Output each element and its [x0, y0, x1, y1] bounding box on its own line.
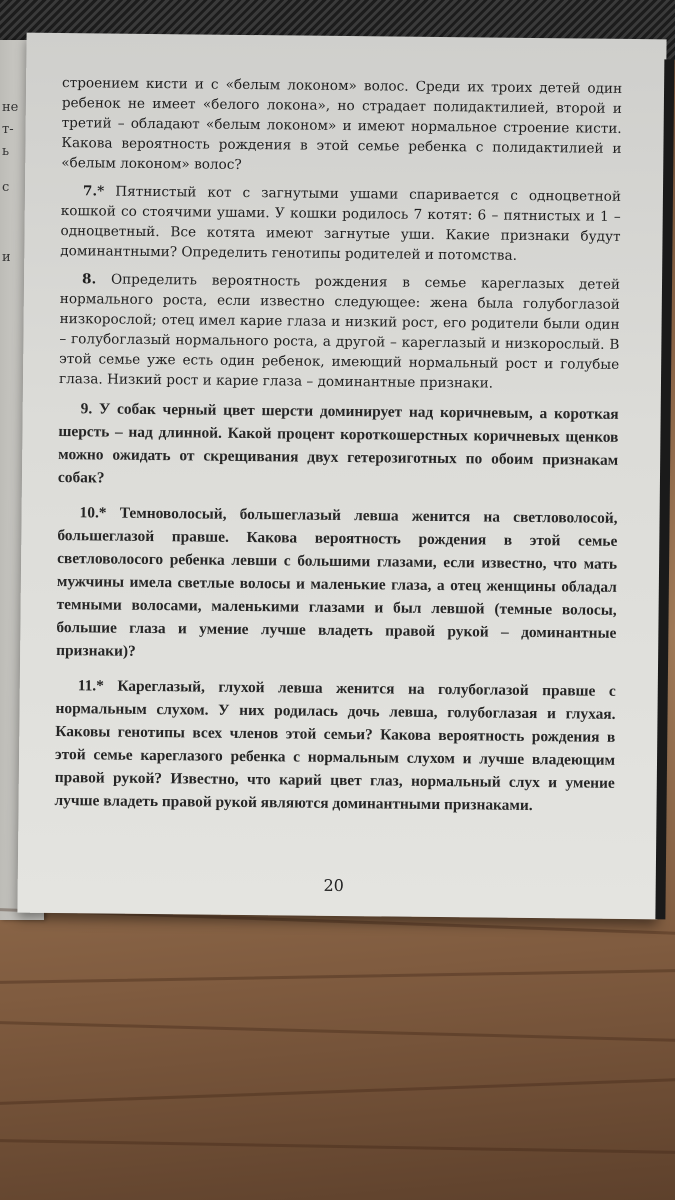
paragraph-continued	[61, 73, 622, 179]
problem-number: 11.*	[77, 677, 104, 695]
paragraph-text: Пятнистый кот с загнутыми ушами спаривается с одноцветной кошкой со стоячими ушами. У кошки родилось 7 котят: 6 – пятнистых и 1 – одноцветный. Все котята имеют загнутые уши. Какие признаки будут доминантными? Определить генотипы родителей и потомства.	[60, 183, 622, 264]
problem-10	[56, 501, 618, 668]
problem-number: 10.*	[79, 504, 107, 522]
left-fragment: ь	[2, 144, 10, 159]
paragraph-text: Кареглазый, глухой левша женится на голубоглазой правше с нормальным слухом. У них родилась дочь левша, голубоглазая и глухая. Каковы генотипы всех членов этой семьи? Какова вероятность рождения в этой семье кареглазого ребенка с нормальным слухом и лучше владеющим правой рукой? Известно, что карий цвет глаз, нормальный слух и умение лучше владеть правой рукой являются доминантными признаками.	[54, 677, 616, 815]
paragraph-text: Темноволосый, большеглазый левша женится на светловолосой, большеглазой правше. Какова вероятность рождения в этой семье светловолосого ребенка левши с большими глазами, если известно, что мать мужчины имела светлые волосы и маленькие глаза, а отец женщины обладал темными волосами, маленькими глазами и был левшой (темные волосы, большие глаза и умение лучше владеть правой рукой – доминантные признаки)?	[56, 504, 618, 660]
page-edge-shadow	[655, 59, 674, 919]
left-fragment: с	[2, 180, 10, 195]
problem-number: 8.	[81, 271, 97, 288]
problem-11	[54, 674, 615, 818]
left-fragment: и	[2, 250, 11, 265]
left-fragment: не	[2, 100, 19, 115]
book-page	[17, 33, 666, 920]
paragraph-text: У собак черный цвет шерсти доминирует над коричневым, а короткая шерсть – над длинной. Какой процент короткошерстных коричневых щенков можно ожидать от скрещивания двух гетерозиготных по обоим признакам собак?	[57, 400, 619, 487]
problem-number: 7.*	[82, 183, 105, 200]
page-number: 20	[323, 875, 344, 896]
wooden-table	[0, 880, 675, 1200]
problem-7	[60, 181, 621, 267]
problem-8	[59, 269, 620, 395]
page-text	[54, 73, 623, 896]
problem-number: 9.	[80, 400, 93, 418]
left-fragment: т-	[2, 122, 14, 137]
problem-9	[58, 397, 619, 495]
paragraph-text: Определить вероятность рождения в семье кареглазых детей нормального роста, если известно следующее: жена была голубоглазой низкорослой; отец имел карие глаза и низкий рост, его родители были один – голубоглазый нормального роста, а другой – кареглазый и низкорослый. В этой семье уже есть один ребенок, имеющий нормальный рост и голубые глаза. Низкий рост и карие глаза – доминантные признаки.	[58, 271, 621, 392]
paragraph-text: строением кисти и с «белым локоном» волос. Среди их троих детей один ребенок не имеет «белого локона», но страдает полидактилией, второй и третий – обладают «белым локоном» и имеют нормальное строение кисти. Какова вероятность рождения в этой семье ребенка с полидактилией и «белым локоном» волос?	[61, 75, 623, 173]
